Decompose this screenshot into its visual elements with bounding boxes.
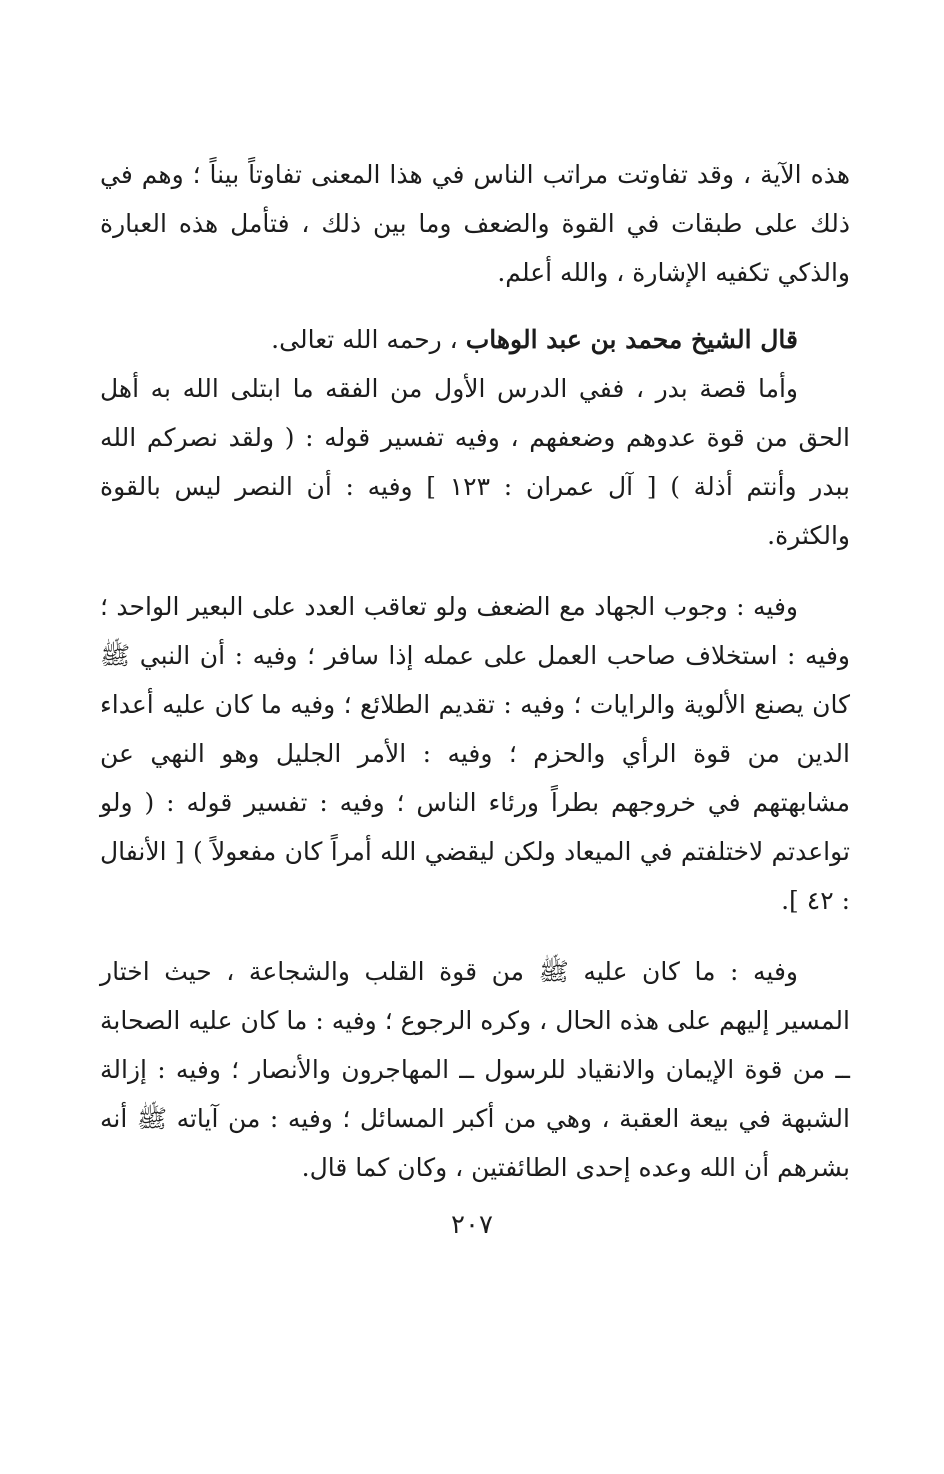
paragraph-badr: وأما قصة بدر ، ففي الدرس الأول من الفقه ما ابتلى الله به أهل الحق من قوة عدوهم وضعفهم ، وفيه تفسير قوله : ( ولقد نصركم الله ببدر وأنتم أذلة ) [ آل عمران : ١٢٣ ] وفيه : أن النصر ليس بالقوة والكثرة. [100,374,850,550]
paragraph-courage: وفيه : ما كان عليه ﷺ من قوة القلب والشجاعة ، حيث اختار المسير إليهم على هذه الحال ، وكره الرجوع ؛ وفيه : ما كان عليه الصحابة ــ من قوة الإيمان والانقياد للرسول ــ المهاجرون والأنصار ؛ وفيه : إزالة الشبهة في بيعة العقبة ، وهي من أكبر المسائل ؛ وفيه : من آياته ﷺ أنه بشرهم أن الله وعده إحدى الطائفتين ، وكان كما قال. [100,957,850,1182]
section-heading [100,315,850,364]
heading-suffix: ، رحمه الله تعالى. [271,325,458,354]
intro-paragraph: هذه الآية ، وقد تفاوتت مراتب الناس في هذا المعنى تفاوتاً بيناً ؛ وهم في ذلك على طبقات في القوة والضعف وما بين ذلك ، فتأمل هذه العبارة والذكي تكفيه الإشارة ، والله أعلم. [100,160,850,287]
page-number: ٢٠٧ [451,1210,493,1240]
paragraph-jihad: وفيه : وجوب الجهاد مع الضعف ولو تعاقب العدد على البعير الواحد ؛ وفيه : استخلاف صاحب العمل على عمله إذا سافر ؛ وفيه : أن النبي ﷺ كان يصنع الألوية والرايات ؛ وفيه : تقديم الطلائع ؛ وفيه ما كان عليه أعداء الدين من قوة الرأي والحزم ؛ وفيه : الأمر الجليل وهو النهي عن مشابهتهم في خروجهم بطراً ورئاء الناس ؛ وفيه : تفسير قوله : ( ولو تواعدتم لاختلفتم في الميعاد ولكن ليقضي الله أمراً كان مفعولاً ) [ الأنفال : ٤٢ ]. [100,592,850,915]
heading-author: قال الشيخ محمد بن عبد الوهاب [465,325,798,354]
page-body [100,150,850,1192]
